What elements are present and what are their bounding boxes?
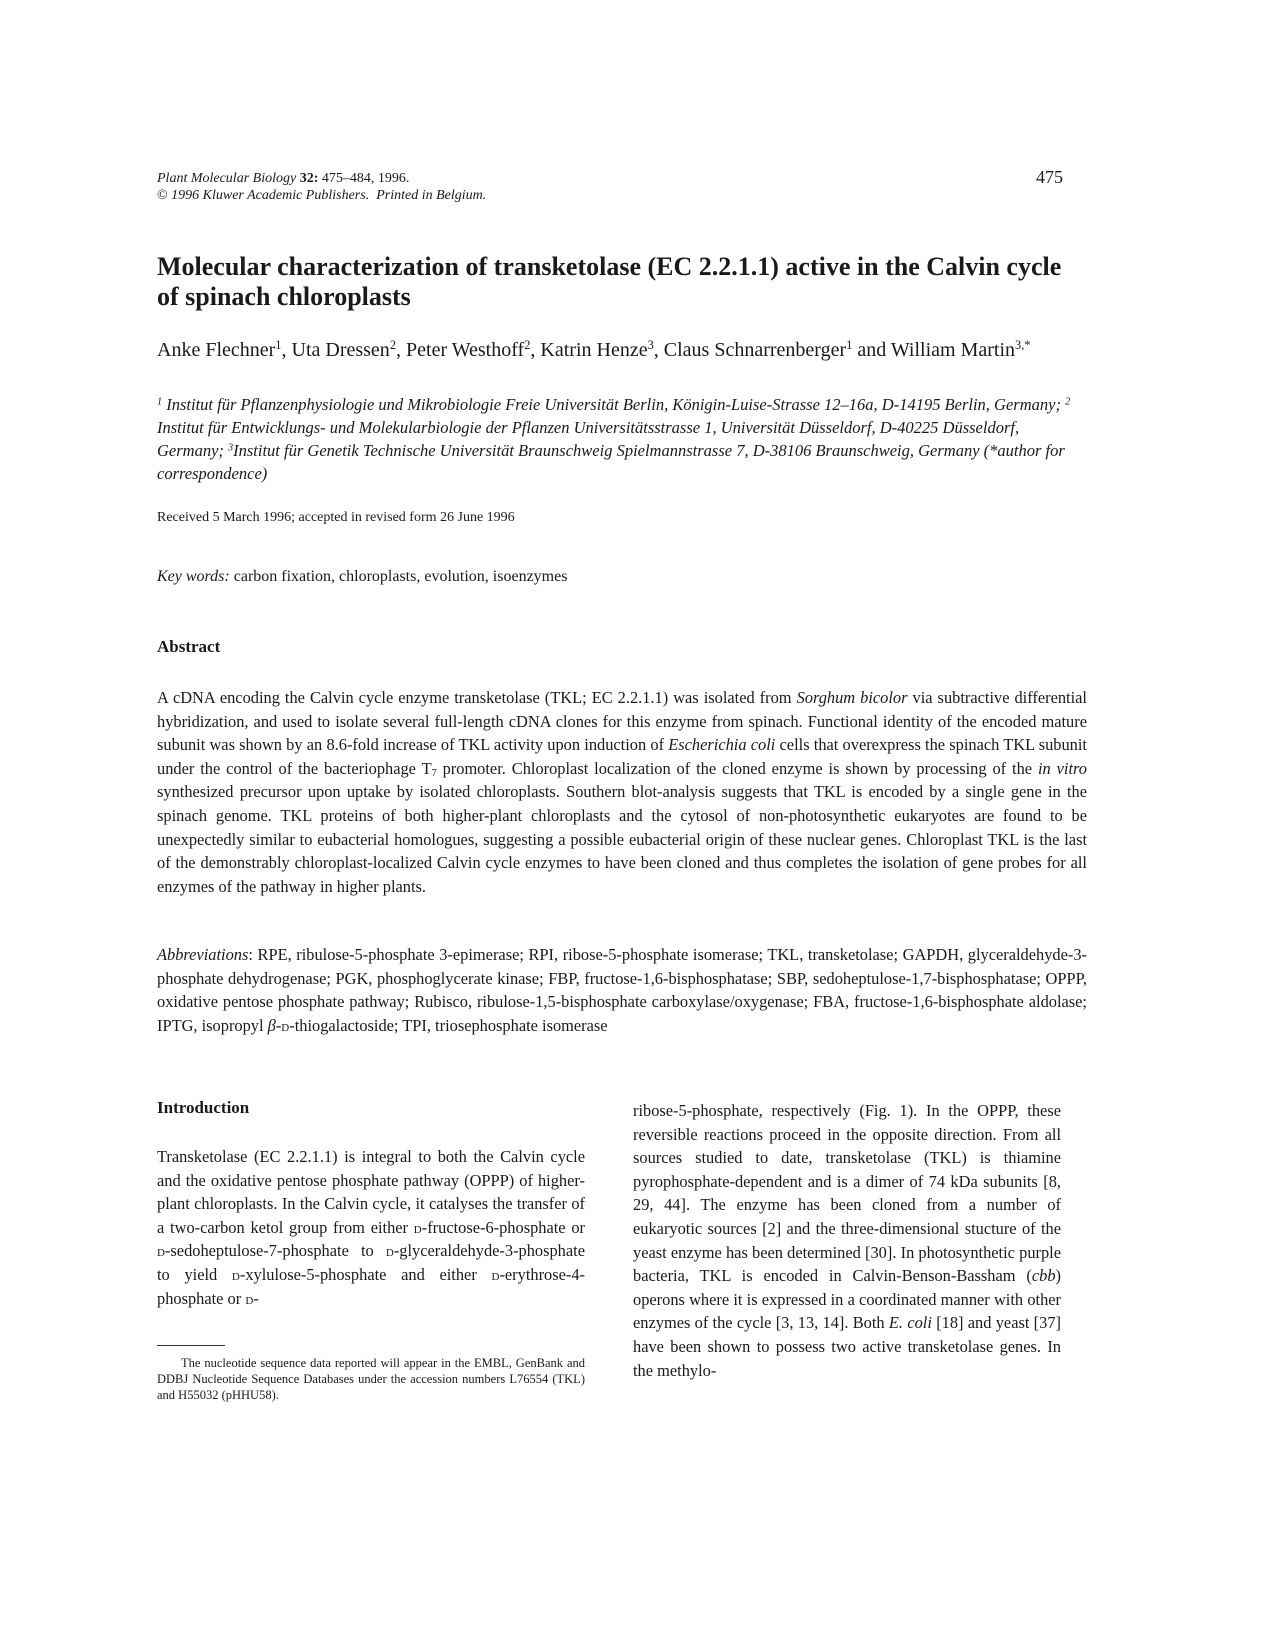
intro-text: -fructose-6-phosphate or (421, 1217, 586, 1237)
introduction-heading: Introduction (157, 1098, 250, 1117)
intro-text: Transketolase (EC 2.2.1.1) is integral to both the Calvin cycle and the oxidative pentose phosphate pathway (OPPP) of higher-plant chloroplasts. In the Calvin cycle, it catalyses the transfer of a two-carbon ketol group from either (157, 1147, 585, 1237)
journal-name: Plant Molecular Biology (157, 171, 297, 186)
abstract-text: A cDNA encoding the Calvin cycle enzyme transketolase (TKL; EC 2.2.1.1) was isolated from (157, 688, 797, 707)
affil-sup: 1 (157, 396, 163, 408)
affiliation-2: Institut für Entwicklungs- und Molekularbiologie der Pflanzen Universitätsstrasse 1, Universität Düsseldorf, D-40225 Düsseldorf, Germany; (157, 418, 1020, 460)
intro-text: -glyceraldehyde-3-phosphate to yield (157, 1241, 585, 1284)
abstract-text: promoter. Chloroplast localization of the cloned enzyme is shown by processing of the (436, 758, 1038, 778)
species-name: E. coli (888, 1313, 932, 1333)
citation-line (157, 170, 486, 187)
intro-text: ) operons where it is expressed in a coordinated manner with other enzymes of the cycle [3, 13, 14]. Both (633, 1266, 1061, 1333)
author-sup: 1 (275, 338, 282, 353)
copyright-line (157, 187, 486, 204)
intro-text: [18] and yeast [37] have been shown to possess two active transketolase genes. In the methylo- (633, 1313, 1061, 1380)
intro-text: -sedoheptulose-7-phosphate to (164, 1241, 386, 1261)
keywords-label: Key words: (157, 568, 230, 585)
copyright-icon: © (157, 188, 168, 203)
author-sep: , (653, 339, 664, 361)
author: William Martin (890, 339, 1016, 361)
author-list (157, 337, 1087, 363)
author-sep: , (530, 339, 541, 361)
abbreviations-colon: : (248, 945, 253, 964)
author-sup: 2 (524, 338, 531, 353)
printed-in: Printed in Belgium. (376, 188, 487, 203)
species-name: Escherichia coli (668, 735, 776, 755)
abbreviations-label: Abbreviations (157, 945, 249, 964)
author: Peter Westhoff (406, 339, 525, 361)
affil-sup: 3 (228, 442, 234, 454)
author: Claus Schnarrenberger (663, 339, 847, 361)
d-prefix: d (157, 1241, 165, 1261)
abstract-text: synthesized precursor upon uptake by isolated chloroplasts. Southern blot-analysis suggests that TKL is encoded by a single gene in the spinach genome. TKL proteins of both higher-plant chloroplasts and the cytosol of non-photosynthetic eukaryotes are found to be unexpectedly similar to eubacterial homologues, suggesting a possible eubacterial origin of these nuclear genes. Chloroplast TKL is the last of the demonstrably chloroplast-localized Calvin cycle enzymes to have been cloned and thus completes the isolation of gene probes for all enzymes of the pathway in higher plants. (157, 782, 1087, 896)
author-sup: 2 (389, 338, 397, 353)
author-sup: 1 (846, 338, 853, 353)
d-prefix: d (491, 1264, 500, 1284)
intro-text: -erythrose-4-phosphate or (157, 1264, 585, 1308)
footnote-rule (157, 1345, 225, 1346)
introduction-column-2 (633, 1099, 1061, 1382)
pages-year: 475–484, 1996. (321, 171, 410, 186)
abbreviations (157, 943, 1087, 1037)
d-prefix: d (413, 1217, 422, 1237)
d-prefix: d (245, 1288, 254, 1308)
received-dates: Received 5 March 1996; accepted in revised form 26 June 1996 (157, 510, 515, 525)
intro-text: ribose-5-phosphate, respectively (Fig. 1). In the OPPP, these reversible reactions proceed in the opposite direction. From all sources studied to date, transketolase (TKL) is thiamine pyrophosphate-dependent and is a dimer of 74 kDa subunits [8, 29, 44]. The enzyme has been cloned from a number of eukaryotic sources [2] and the three-dimensional stucture of the yeast enzyme has been determined [30]. In photosynthetic purple bacteria, TKL is encoded in Calvin-Benson-Bassham ( (633, 1101, 1061, 1286)
intro-text: - (253, 1288, 259, 1308)
abstract-text: cells that overexpress the spinach TKL subunit under the control of the bacteriophage T (157, 735, 1087, 778)
publisher: 1996 Kluwer Academic Publishers. (171, 188, 370, 203)
author-sep: and (852, 339, 891, 361)
d-prefix: d (231, 1264, 240, 1284)
author-sup: 3,* (1015, 338, 1031, 353)
d-prefix: d (385, 1241, 394, 1261)
abstract-heading: Abstract (157, 637, 221, 656)
author: Katrin Henze (540, 339, 648, 361)
beta-symbol: β (267, 1015, 276, 1035)
abbreviations-text: RPE, ribulose-5-phosphate 3-epimerase; RPI, ribose-5-phosphate isomerase; TKL, transketolase; GAPDH, glyceraldehyde-3-phosphate dehydrogenase; PGK, phosphoglycerate kinase; FBP, fructose-1,6-bisphosphatase; SBP, sedoheptulose-1,7-bisphosphatase; OPPP, oxidative pentose phosphate pathway; Rubisco, ribulose-1,5-bisphosphate carboxylase/oxygenase; FBA, fructose-1,6-bisphosphate aldolase; IPTG, isopropyl (157, 945, 1087, 1035)
author-sep: , (396, 339, 407, 361)
affiliations (157, 393, 1087, 485)
italic-term: in vitro (1037, 758, 1087, 778)
abstract-text: via subtractive differential hybridization, and used to isolate several full-length cDNA clones for this enzyme from spinach. Functional identity of the encoded mature subunit was shown by an 8.6-fold increase of TKL activity upon induction of (157, 688, 1087, 755)
keywords (157, 568, 567, 586)
author: Anke Flechner (157, 339, 276, 361)
author: Uta Dressen (291, 339, 390, 361)
volume: 32: (299, 171, 319, 186)
subscript: 7 (431, 767, 437, 779)
footnote: The nucleotide sequence data reported will appear in the EMBL, GenBank and DDBJ Nucleotide Sequence Databases under the accession numbers L76554 (TKL) and H55032 (pHHU58). (157, 1356, 585, 1402)
introduction-column-1 (157, 1145, 585, 1310)
d-prefix: d (281, 1015, 290, 1035)
paper-title: Molecular characterization of transketolase (EC 2.2.1.1) active in the Calvin cycle of spinach chloroplasts (157, 252, 1062, 311)
journal-citation (157, 170, 486, 204)
affil-sup: 2 (1065, 396, 1071, 408)
affiliation-3: Institut für Genetik Technische Universität Braunschweig Spielmannstrasse 7, D-38106 Braunschweig, Germany (*author for correspondence) (157, 441, 1065, 483)
author-sup: 3 (647, 338, 654, 353)
affiliation-1: Institut für Pflanzenphysiologie und Mikrobiologie Freie Universität Berlin, Königin-Luise-Strasse 12–16a, D-14195 Berlin, Germany; (162, 395, 1066, 414)
abbreviations-text: - (275, 1015, 282, 1035)
author-sep: , (281, 339, 292, 361)
page-number: 475 (1036, 167, 1063, 187)
species-name: Sorghum bicolor (796, 688, 908, 707)
keywords-text: carbon fixation, chloroplasts, evolution, isoenzymes (229, 568, 568, 585)
italic-term: cbb (1031, 1266, 1056, 1286)
abbreviations-text: -thiogalactoside; TPI, triosephosphate isomerase (289, 1015, 608, 1035)
intro-text: -xylulose-5-phosphate and either (239, 1264, 492, 1284)
abstract-body (157, 686, 1087, 898)
